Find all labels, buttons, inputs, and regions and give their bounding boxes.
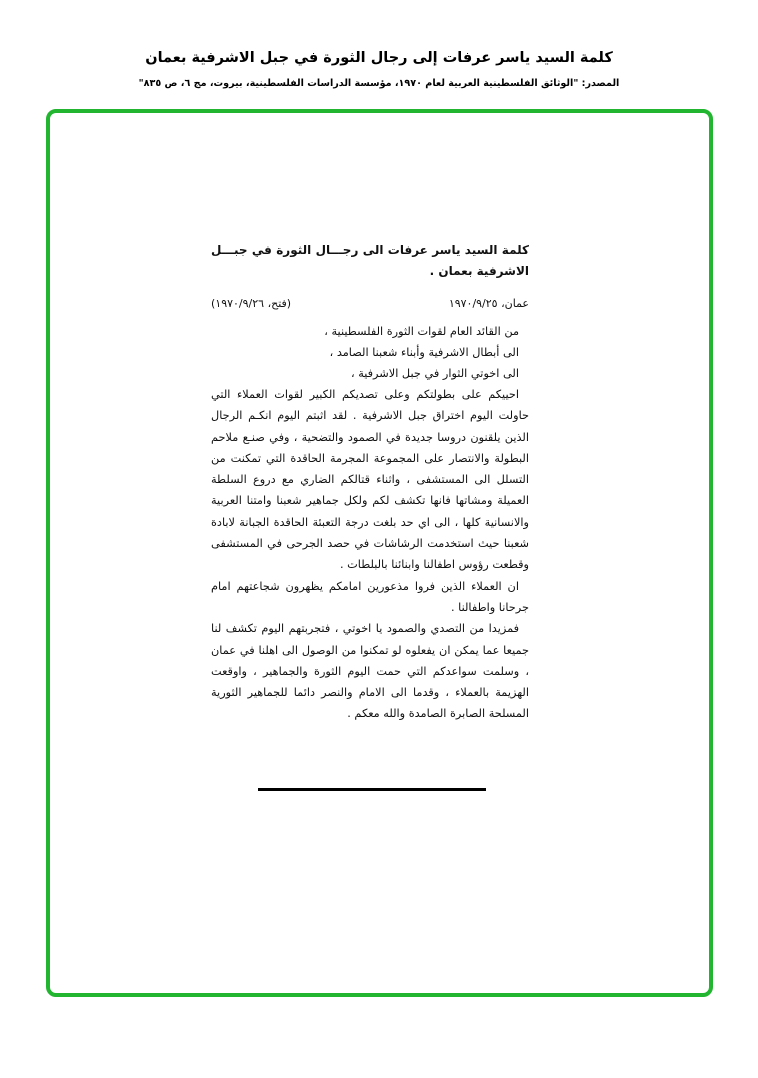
recipient-line: من القائد العام لقوات الثورة الفلسطينية ، <box>324 325 519 338</box>
page-title: كلمة السيد ياسر عرفات إلى رجال الثورة في جبل الاشرفية بعمان <box>145 50 613 66</box>
body-paragraph: ان العملاء الذين فروا مذعورين امامكم يظهرون شجاعتهم امام جرحانا واطفالنا . <box>211 579 529 614</box>
dateline <box>211 295 529 312</box>
recipients <box>211 321 529 384</box>
body-paragraph: فمزيدا من التصدي والصمود يا اخوتي ، فتجربتهم اليوم تكشف لنا جميعا عما يمكن ان يفعلوه لو تمكنوا من الوصول الى اهلنا في عمان ، وسلمت سواعدكم التي حمت اليوم الثورة والجماهير ، واوقعت الهزيمة بالعملاء ، وقدما الى الامام والنصر دائما للجماهير الثورية المسلحة الصابرة الصامدة والله معكم . <box>211 622 529 721</box>
end-divider <box>258 788 486 791</box>
body-paragraph: احييكم على بطولتكم وعلى تصديكم الكبير لقوات العملاء التي حاولت اليوم اختراق جبل الاشرفية . لقد اثبتم اليوم انكـم الرجال الذين يلقنون دروسا جديدة في الصمود والتضحية ، وفي صنـع ملاحم البطولة والانتصار على المجموعة المجرمة الحاقدة التي تمكنت من التسلل الى المستشفى ، واثناء قتالكم الضاري مع دروع السلطة العميلة ومشاتها فانها تكشف لكم ولكل جماهير شعبنا وامتنا العربية والانسانية كلها ، الى اي حد بلغت درجة التعبئة الحاقدة الجبانة لابادة شعبنا حيث استخدمت الرشاشات في حصد الجرحى في المستشفى وقطعت رؤوس اطفالنا وابنائنا بالبلطات . <box>211 388 529 572</box>
date-amman: عمان، ١٩٧٠/٩/٢٥ <box>448 297 529 310</box>
scanned-document <box>211 240 529 725</box>
source-citation: المصدر: "الوثائق الفلسطينية العربية لعام ١٩٧٠، مؤسسة الدراسات الفلسطينية، بيروت، مج ٦، ص ٨٣٥" <box>138 78 620 89</box>
recipient-line: الى أبطال الاشرفية وأبناء شعبنا الصامد ، <box>329 346 519 359</box>
document-title: كلمة السيد ياسر عرفات الى رجـــال الثورة في جبـــل الاشرفية بعمان . <box>211 243 529 278</box>
date-fatah: (فتح، ١٩٧٠/٩/٢٦) <box>211 297 292 310</box>
recipient-line: الى اخوتي الثوار في جبل الاشرفية ، <box>350 367 519 380</box>
